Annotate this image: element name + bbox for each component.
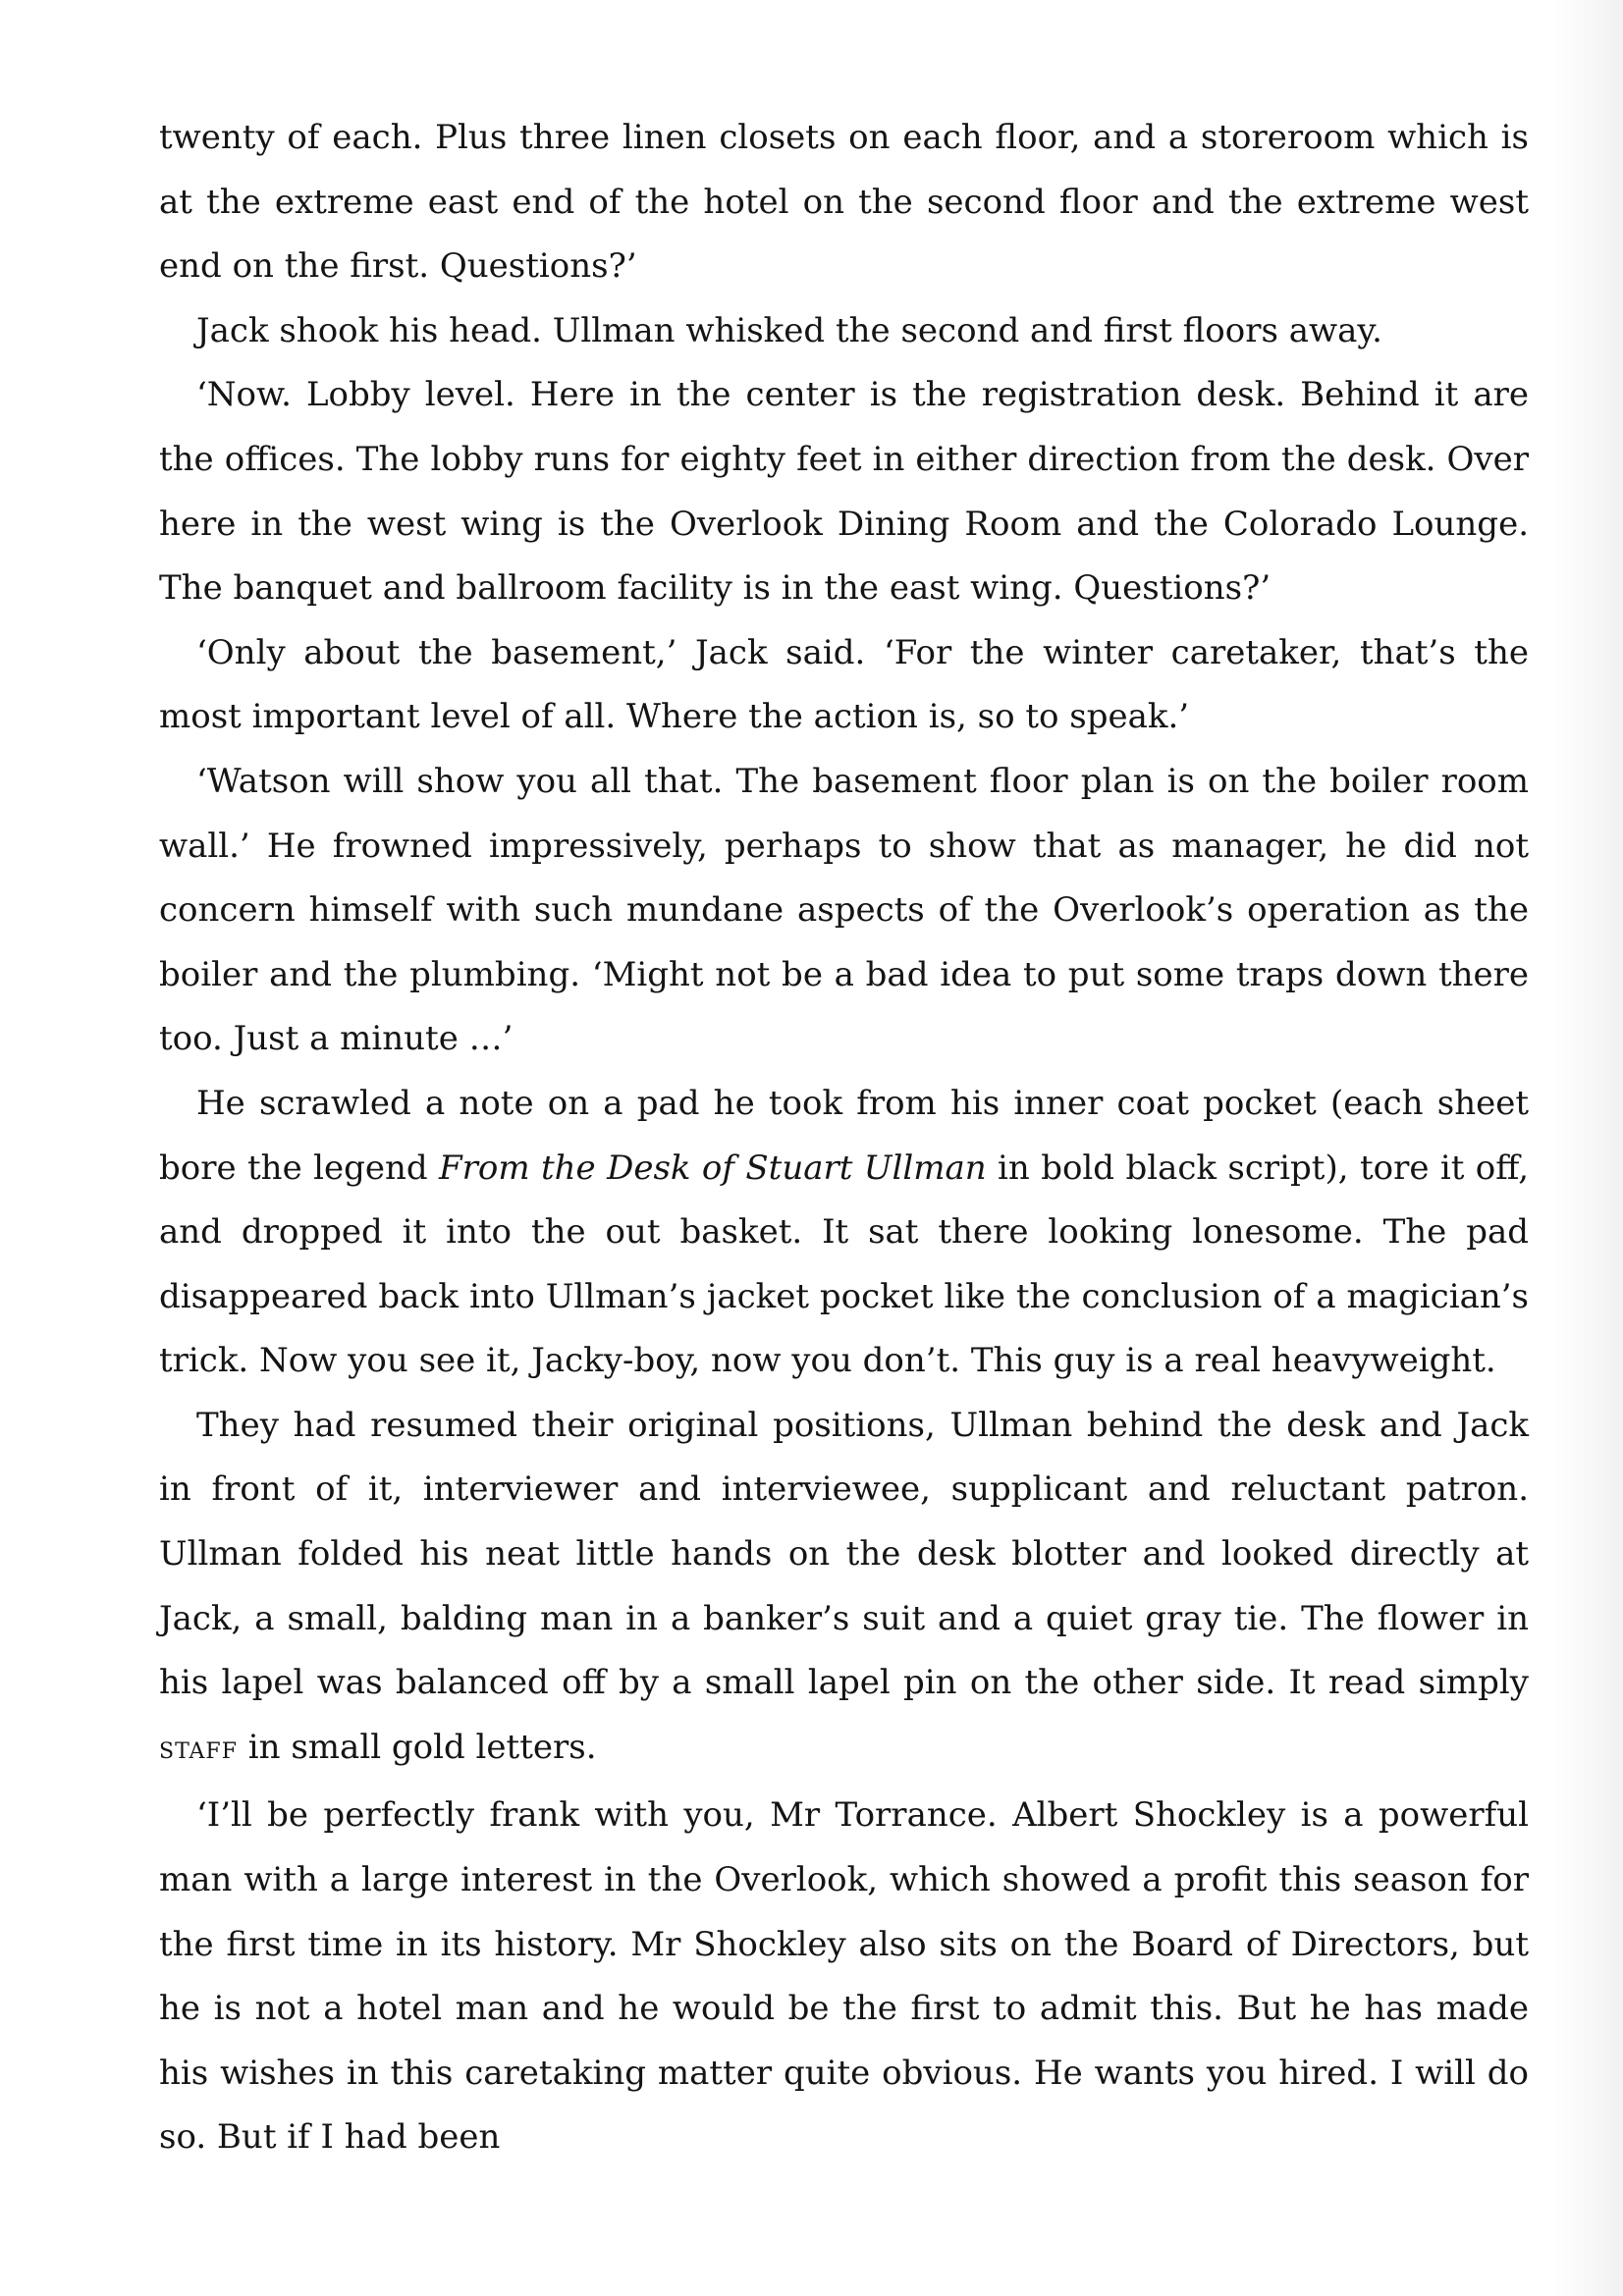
paragraph-7-text-before: They had resumed their original positions, Ullman behind the desk and Jack in front of it, interviewer and interviewee, supplicant and reluctant patron. Ullman folded his neat little hands on the desk blotter and looked directly at Jack, a small, balding man in a banker’s suit and a quiet gray tie. The flower in his lapel was balanced off by a small lapel pin on the other side. It read simply — [159, 1405, 1529, 1703]
paragraph-4 — [159, 621, 1529, 750]
paragraph-4-text: ‘Only about the basement,’ Jack said. ‘For the winter caretaker, that’s the most important level of all. Where the action is, so to speak.’ — [159, 632, 1529, 737]
lapel-pin-word: STAFF — [159, 1738, 238, 1764]
page-edge-shadow — [1554, 0, 1623, 2296]
paragraph-6-text-before: He scrawled a note on a pad he took from his inner coat pocket (each sheet bore the legend — [159, 1083, 1529, 1188]
body-text — [159, 106, 1529, 2170]
paragraph-1-text: twenty of each. Plus three linen closets on each floor, and a storeroom which is at the extreme east end of the hotel on the second floor and the extreme west end on the first. Questions?’ — [159, 118, 1529, 287]
paragraph-6-text-after: in bold black script), tore it off, and dropped it into the out basket. It sat there looking lonesome. The pad disappeared back into Ullman’s jacket pocket like the conclusion of a magician’s trick. Now you see it, Jacky-boy, now you don’t. This guy is a real heavyweight. — [159, 1148, 1530, 1381]
paragraph-3-text: ‘Now. Lobby level. Here in the center is the registration desk. Behind it are the offices. The lobby runs for eighty feet in either direction from the desk. Over here in the west wing is the Overlook Dining Room and the Colorado Lounge. The banquet and ballroom facility is in the east wing. Questions?’ — [159, 375, 1529, 609]
paragraph-5-text: ‘Watson will show you all that. The basement floor plan is on the boiler room wall.’ He frowned impressively, perhaps to show that as manager, he did not concern himself with such mundane aspects of the Overlook’s operation as the boiler and the plumbing. ‘Might not be a bad idea to put some traps down there too. Just a minute …’ — [159, 761, 1529, 1059]
paragraph-2 — [159, 299, 1529, 364]
paragraph-2-text: Jack shook his head. Ullman whisked the second and first floors away. — [196, 310, 1382, 350]
paragraph-8 — [159, 1784, 1529, 2170]
paragraph-3 — [159, 363, 1529, 620]
paragraph-8-text: ‘I’ll be perfectly frank with you, Mr Torrance. Albert Shockley is a powerful man with a large interest in the Overlook, which showed a profit this season for the first time in its history. Mr Shockley also sits on the Board of Directors, but he is not a hotel man and he would be the first to admit this. But he has made his wishes in this caretaking matter quite obvious. He wants you hired. I will do so. But if I had been — [159, 1795, 1529, 2158]
paragraph-7-text-after: in small gold letters. — [237, 1727, 597, 1767]
paragraph-6 — [159, 1072, 1529, 1394]
paragraph-1 — [159, 106, 1529, 299]
paragraph-5 — [159, 750, 1529, 1072]
paragraph-7 — [159, 1394, 1529, 1785]
memo-pad-legend: From the Desk of Stuart Ullman — [439, 1148, 987, 1188]
